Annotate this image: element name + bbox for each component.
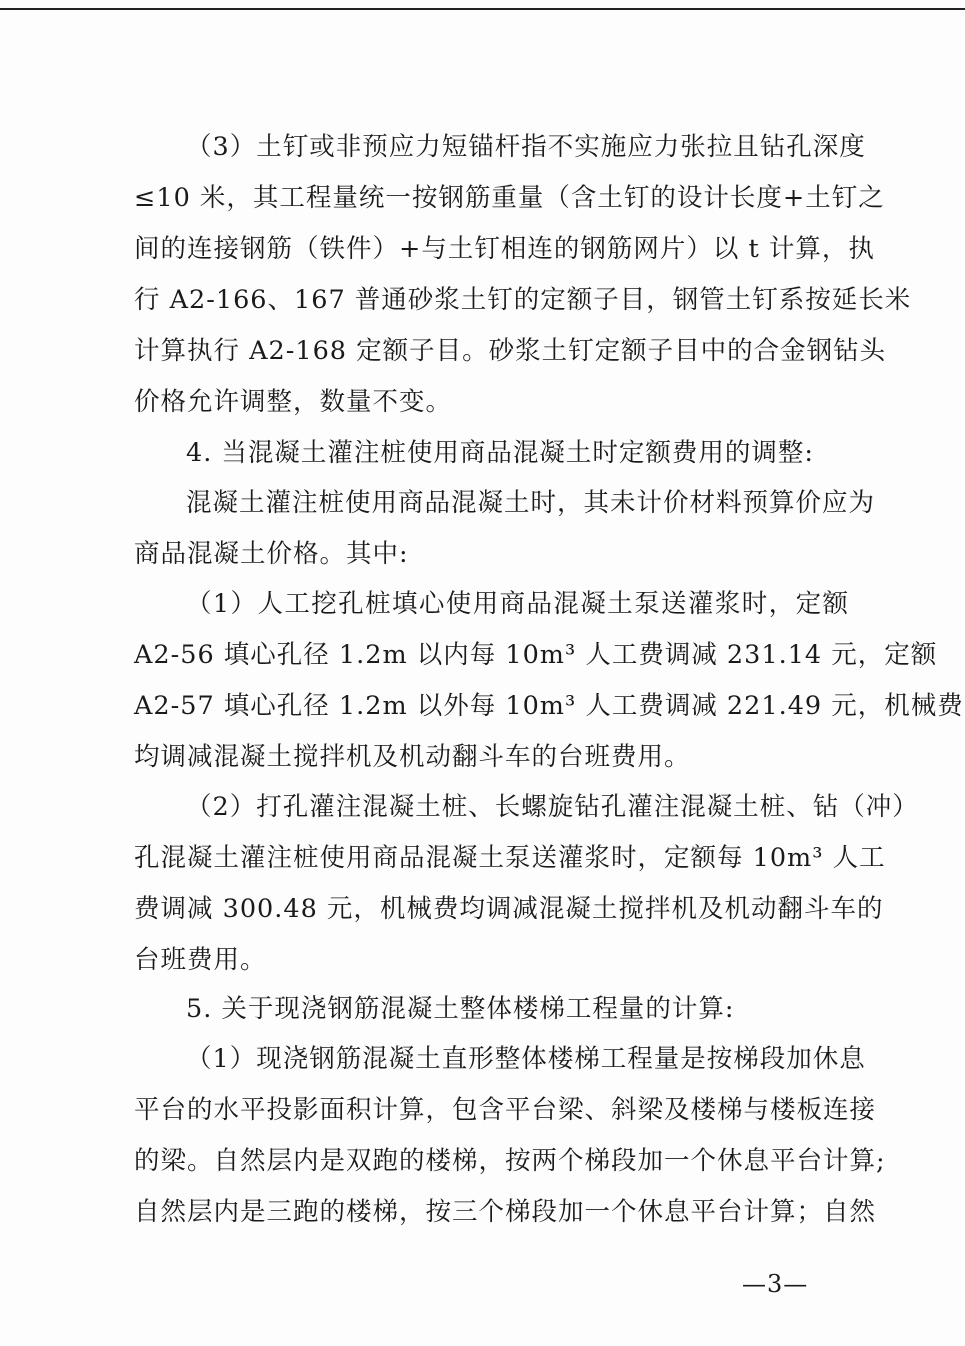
text-line: （1）现浇钢筋混凝土直形整体楼梯工程量是按梯段加休息 [186,1044,866,1074]
paragraph-commercial-concrete [134,478,876,580]
text-line: （3）土钉或非预应力短锚杆指不实施应力张拉且钻孔深度 [186,132,866,162]
text-line: 费调减 300.48 元，机械费均调减混凝土搅拌机及机动翻斗车的 [134,894,884,924]
text-line: 计算执行 A2-168 定额子目。砂浆土钉定额子目中的合金钢钻头 [134,336,887,366]
paragraph-soil-nail [134,122,912,428]
text-line: 5. 关于现浇钢筋混凝土整体楼梯工程量的计算: [186,994,735,1024]
text-line: 商品混凝土价格。其中: [134,539,409,569]
top-border-line [0,8,965,10]
text-line: 孔混凝土灌注桩使用商品混凝土泵送灌浆时，定额每 10m³ 人工 [134,843,886,873]
text-line: 台班费用。 [134,945,267,975]
text-line: A2-56 填心孔径 1.2m 以内每 10m³ 人工费调减 231.14 元，定额 [134,640,938,670]
text-line: 均调减混凝土搅拌机及机动翻斗车的台班费用。 [134,742,691,772]
text-line: （1）人工挖孔桩填心使用商品混凝土泵送灌浆时，定额 [186,589,849,619]
text-line: 4. 当混凝土灌注桩使用商品混凝土时定额费用的调整: [186,438,815,468]
section-heading-5 [134,984,849,1035]
text-line: ≤10 米，其工程量统一按钢筋重量（含土钉的设计长度+土钉之 [134,183,885,213]
paragraph-bored-pile [134,782,919,986]
text-line: 价格允许调整，数量不变。 [134,387,453,417]
page-number: —3— [742,1270,809,1298]
text-line: 的梁。自然层内是双跑的楼梯，按两个梯段加一个休息平台计算; [134,1146,886,1176]
paragraph-stairs [134,1034,886,1238]
text-line: 自然层内是三跑的楼梯，按三个梯段加一个休息平台计算；自然 [134,1197,877,1227]
text-line: 行 A2-166、167 普通砂浆土钉的定额子目，钢管土钉系按延长米 [134,285,912,315]
text-line: A2-57 填心孔径 1.2m 以外每 10m³ 人工费调减 221.49 元，机械费 [134,691,964,721]
text-line: 混凝土灌注桩使用商品混凝土时，其未计价材料预算价应为 [186,488,876,518]
text-line: 间的连接钢筋（铁件）+与土钉相连的钢筋网片）以 t 计算，执 [134,234,875,264]
paragraph-manual-pile [134,579,964,783]
text-line: （2）打孔灌注混凝土桩、长螺旋钻孔灌注混凝土桩、钻（冲） [186,792,919,822]
section-heading-4 [134,428,849,479]
text-line: 平台的水平投影面积计算，包含平台梁、斜梁及楼梯与楼板连接 [134,1095,877,1125]
